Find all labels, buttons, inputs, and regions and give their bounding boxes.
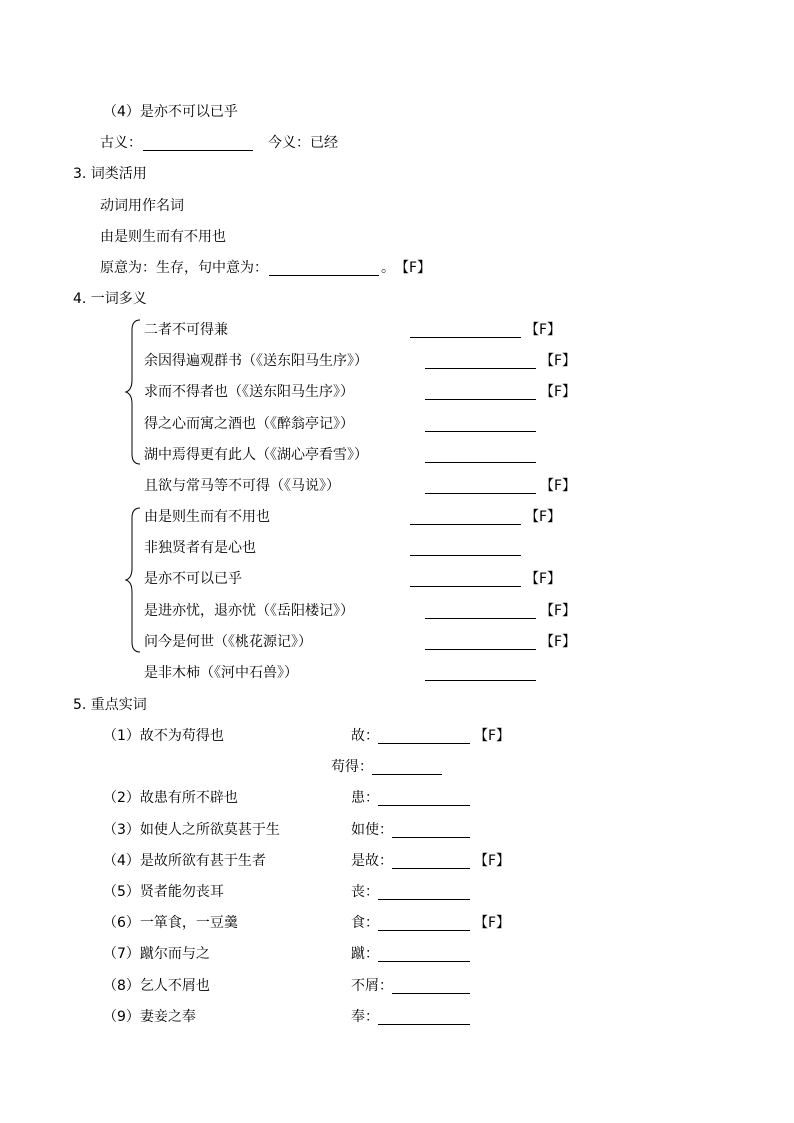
answer-label: 奉： (351, 1008, 379, 1025)
flag-mark: 【F】 (540, 602, 577, 619)
answer-blank[interactable] (378, 805, 470, 806)
shi-meaning-sentence: 是亦不可以已乎 (144, 571, 242, 588)
shi-meaning-sentence: 是进亦忧，退亦忧（《岳阳楼记》） (144, 602, 354, 619)
answer-label: 如使： (351, 821, 393, 838)
answer-blank[interactable] (425, 618, 536, 619)
answer-blank[interactable] (392, 993, 470, 994)
answer-blank[interactable] (392, 837, 470, 838)
answer-blank[interactable] (378, 743, 470, 744)
answer-label: 患： (351, 790, 379, 807)
question-text: （6）一箪食，一豆羹 (103, 915, 238, 932)
question-text: （3）如使人之所欲莫甚于生 (103, 821, 280, 838)
flag-mark: 【F】 (395, 260, 432, 276)
question-text: （1）故不为苟得也 (103, 728, 224, 744)
answer-blank[interactable] (378, 1024, 470, 1025)
item-4-heading: （4）是亦不可以已乎 (103, 104, 238, 120)
answer-label: 是故： (351, 852, 393, 869)
group-1-brace (124, 318, 144, 466)
answer-blank[interactable] (425, 462, 536, 463)
answer-blank[interactable] (410, 555, 521, 556)
de-meaning-sentence: 二者不可得兼 (144, 322, 228, 338)
answer-label: 苟得： (331, 759, 373, 776)
shi-meaning-sentence: 问今是何世（《桃花源记》） (144, 633, 312, 650)
flag-mark: 【F】 (474, 915, 511, 932)
question-text: （5）贤者能勿丧耳 (103, 884, 224, 900)
de-meaning-sentence: 求而不得者也（《送东阳马生序》） (144, 384, 354, 401)
answer-blank[interactable] (372, 774, 442, 775)
flag-mark: 【F】 (540, 384, 577, 401)
answer-blank[interactable] (425, 649, 536, 650)
flag-mark: 【F】 (540, 353, 577, 370)
de-meaning-sentence: 湖中焉得更有此人（《湖心亭看雪》） (144, 446, 368, 463)
answer-blank[interactable] (425, 493, 536, 494)
answer-blank[interactable] (425, 431, 536, 432)
modern-meaning-text: 今义：已经 (268, 135, 338, 151)
question-text: （4）是故所欲有甚于生者 (103, 852, 266, 869)
flag-mark: 【F】 (540, 633, 577, 650)
period-mark: 。 (381, 260, 395, 276)
answer-blank[interactable] (378, 899, 470, 900)
section-4-title: 4. 一词多义 (73, 291, 147, 307)
answer-blank[interactable] (425, 368, 536, 369)
answer-blank[interactable] (410, 586, 521, 587)
original-meaning-label: 原意为：生存，句中意为： (100, 260, 268, 276)
question-text: （8）乞人不屑也 (103, 977, 210, 994)
section-3-sentence: 由是则生而有不用也 (100, 229, 226, 245)
answer-label: 蹴： (351, 946, 379, 963)
answer-blank[interactable] (378, 930, 470, 931)
answer-blank[interactable] (425, 399, 536, 400)
shi-meaning-sentence: 是非木柿（《河中石兽》） (144, 665, 298, 681)
section-3-subtitle: 动词用作名词 (100, 198, 184, 214)
flag-mark: 【F】 (525, 509, 562, 525)
answer-blank[interactable] (410, 337, 521, 338)
shi-meaning-sentence: 由是则生而有不用也 (144, 509, 270, 525)
answer-blank[interactable] (269, 275, 379, 276)
answer-blank[interactable] (425, 680, 536, 681)
answer-label: 食： (351, 915, 379, 932)
question-text: （2）故患有所不辟也 (103, 790, 238, 807)
flag-mark: 【F】 (525, 571, 562, 588)
answer-blank[interactable] (392, 868, 470, 869)
group-2-brace (124, 506, 144, 654)
shi-meaning-sentence: 非独贤者有是心也 (144, 540, 256, 557)
flag-mark: 【F】 (525, 322, 562, 338)
flag-mark: 【F】 (474, 728, 511, 744)
flag-mark: 【F】 (474, 852, 511, 869)
answer-blank[interactable] (410, 524, 521, 525)
answer-blank[interactable] (378, 961, 470, 962)
de-meaning-sentence: 且欲与常马等不可得（《马说》） (144, 478, 340, 494)
section-3-title: 3. 词类活用 (73, 166, 147, 182)
answer-blank[interactable] (143, 150, 253, 151)
flag-mark: 【F】 (540, 478, 577, 494)
answer-label: 故： (351, 728, 379, 744)
ancient-meaning-label: 古义： (100, 135, 142, 151)
answer-label: 不屑： (351, 977, 393, 994)
answer-label: 丧： (351, 884, 379, 900)
question-text: （9）妻妾之奉 (103, 1008, 196, 1025)
section-5-title: 5. 重点实词 (73, 697, 147, 713)
question-text: （7）蹴尔而与之 (103, 946, 210, 963)
de-meaning-sentence: 余因得遍观群书（《送东阳马生序》） (144, 353, 368, 370)
de-meaning-sentence: 得之心而寓之酒也（《醉翁亭记》） (144, 415, 354, 432)
